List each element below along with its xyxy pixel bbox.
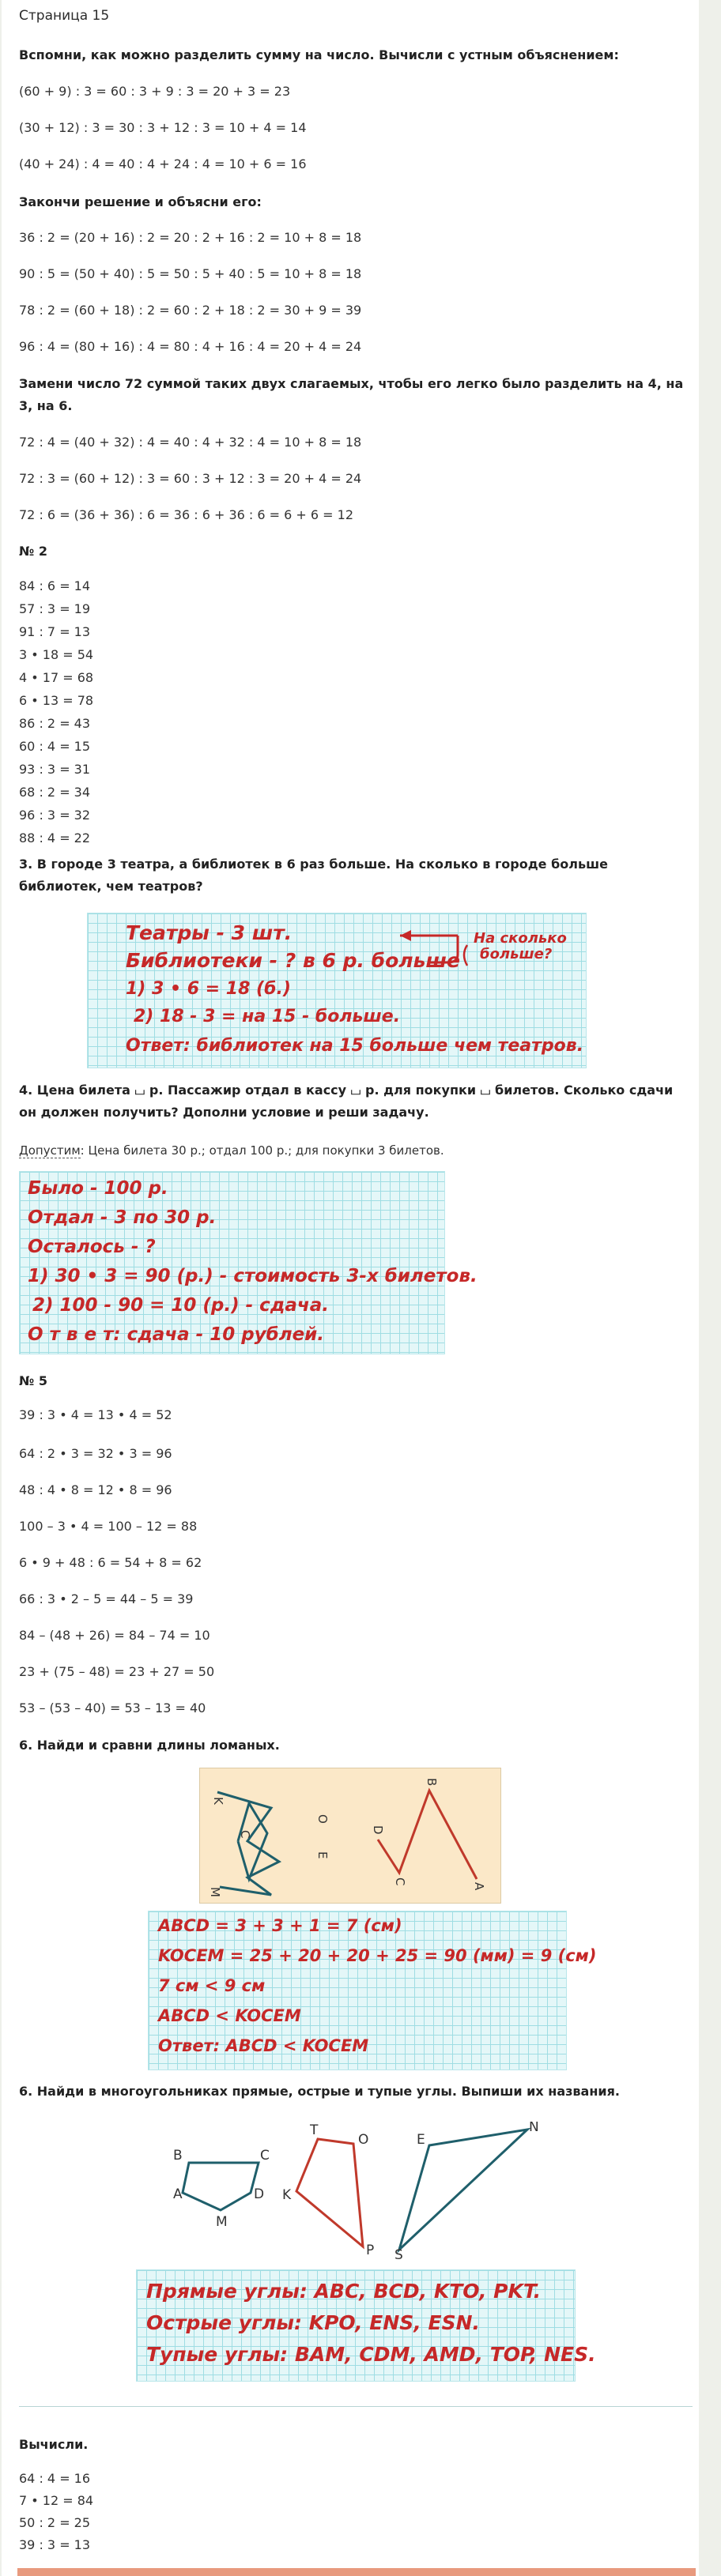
label-b: B <box>425 1778 439 1787</box>
task-n5-heading: № 5 <box>19 1373 47 1388</box>
task2-line: 36 : 2 = (20 + 16) : 2 = 20 : 2 + 16 : 2 = 10 + 8 = 18 <box>19 230 362 245</box>
task-n5-line: 23 + (75 – 48) = 23 + 27 = 50 <box>19 1664 215 1679</box>
task-n5-line: 48 : 4 • 8 = 12 • 8 = 96 <box>19 1482 172 1497</box>
task-n6a-note-line: ABCD = 3 + 3 + 1 = 7 (см) <box>158 1916 402 1935</box>
polyline-kocem <box>238 1803 267 1879</box>
task-n4-heading: 4. Цена билета ⌴ р. Пассажир отдал в кассу ⌴ р. для покупки ⌴ билетов. Сколько сдачи он должен получить? Дополни условие и реши задачу. <box>19 1083 674 1120</box>
task-n2-line: 86 : 2 = 43 <box>19 716 91 731</box>
task-n3-note-line: Ответ: библиотек на 15 больше чем театров. <box>126 1036 584 1056</box>
task-n4-note-line: 2) 100 - 90 = 10 (р.) - сдача. <box>32 1295 329 1316</box>
label-m: M <box>208 1887 222 1897</box>
polygons-figure <box>164 2122 591 2260</box>
task-n6a-heading: 6. Найди и сравни длины ломаных. <box>19 1738 280 1753</box>
task-n6a-note-line: 7 см < 9 см <box>158 1976 266 1995</box>
label-p: P <box>366 2243 375 2258</box>
label-s: S <box>394 2247 403 2260</box>
task-n2-line: 68 : 2 = 34 <box>19 785 91 800</box>
task3-line: 72 : 6 = (36 + 36) : 6 = 36 : 6 + 36 : 6 = 6 + 6 = 12 <box>19 507 354 522</box>
arrow-head <box>400 930 411 941</box>
polyline-abcd <box>378 1791 477 1879</box>
task-n3-side-note-line: больше? <box>480 946 553 962</box>
task-calc-heading: Вычисли. <box>19 2437 89 2452</box>
task2-line: 90 : 5 = (50 + 40) : 5 = 50 : 5 + 40 : 5 = 10 + 8 = 18 <box>19 266 362 281</box>
task-n2-line: 91 : 7 = 13 <box>19 624 91 639</box>
label-d: D <box>254 2186 265 2202</box>
task-n2-line: 60 : 4 = 15 <box>19 739 91 754</box>
task-n2-line: 4 • 17 = 68 <box>19 670 94 685</box>
label-c2: C <box>393 1877 407 1886</box>
label-k: K <box>211 1797 225 1805</box>
task-calc-line: 64 : 4 = 16 <box>19 2471 91 2486</box>
task-n5-line: 39 : 3 • 4 = 13 • 4 = 52 <box>19 1407 172 1422</box>
task-n4-notebook <box>19 1171 478 1354</box>
task-n5-line: 64 : 2 • 3 = 32 • 3 = 96 <box>19 1446 172 1461</box>
task-n2-line: 3 • 18 = 54 <box>19 647 94 662</box>
task-n6a-note-line: Ответ: ABCD < KOCEM <box>158 2036 369 2055</box>
task2-heading: Закончи решение и объясни его: <box>19 194 262 209</box>
task-n2-line: 84 : 6 = 14 <box>19 578 91 593</box>
polygon-bcdma <box>183 2163 259 2210</box>
task-n4-assumption <box>19 1143 444 1158</box>
task-n6b-note-line: Тупые углы: BAM, CDM, AMD, TOP, NES. <box>146 2343 596 2366</box>
polyline-drawing <box>200 1768 500 1903</box>
footer-bar <box>17 2568 696 2576</box>
polygon-tokp <box>296 2139 363 2246</box>
task-n4-note-line: Отдал - 3 по 30 р. <box>28 1207 217 1228</box>
label-t: T <box>310 2122 319 2138</box>
section-divider <box>19 2406 693 2407</box>
curly-brace <box>464 945 467 966</box>
label-b: B <box>173 2148 183 2164</box>
label-a: A <box>472 1882 486 1891</box>
task-n5-line: 66 : 3 • 2 – 5 = 44 – 5 = 39 <box>19 1591 194 1606</box>
label-m: M <box>216 2214 228 2230</box>
assume-text: : Цена билета 30 р.; отдал 100 р.; для покупки 3 билетов. <box>80 1143 444 1158</box>
task-n3-arrows <box>88 913 586 1068</box>
task-n2-line: 88 : 4 = 22 <box>19 830 91 845</box>
task-n6b-note-line: Острые углы: KPO, ENS, ESN. <box>146 2311 481 2334</box>
label-d: D <box>371 1825 385 1835</box>
task-calc-line: 39 : 3 = 13 <box>19 2537 91 2552</box>
page-content <box>2 0 699 2576</box>
task-n6a-notebook <box>148 1911 597 2070</box>
task-n5-line: 53 – (53 – 40) = 53 – 13 = 40 <box>19 1700 206 1715</box>
task-calc-line: 7 • 12 = 84 <box>19 2493 94 2508</box>
task-n2-line: 96 : 3 = 32 <box>19 808 91 823</box>
bracket-line <box>428 936 458 962</box>
task-n2-line: 93 : 3 = 31 <box>19 762 91 777</box>
task-n5-line: 6 • 9 + 48 : 6 = 54 + 8 = 62 <box>19 1555 202 1570</box>
label-a: A <box>173 2186 183 2202</box>
task1-line: (30 + 12) : 3 = 30 : 3 + 12 : 3 = 10 + 4 = 14 <box>19 120 307 135</box>
task-calc-line: 50 : 2 = 25 <box>19 2515 91 2530</box>
task3-line: 72 : 4 = (40 + 32) : 4 = 40 : 4 + 32 : 4 = 10 + 8 = 18 <box>19 435 362 450</box>
task3-heading: Замени число 72 суммой таких двух слагаемых, чтобы его легко было разделить на 4, на 3, на 6. <box>19 376 684 413</box>
task1-heading: Вспомни, как можно разделить сумму на число. Вычисли с устным объяснением: <box>19 47 619 62</box>
task-n4-note-line: О т в е т: сдача - 10 рублей. <box>28 1324 325 1345</box>
label-o: O <box>315 1814 330 1824</box>
task-n2-heading: № 2 <box>19 544 47 559</box>
assume-label: Допустим <box>19 1143 81 1158</box>
task-n2-line: 57 : 3 = 19 <box>19 601 91 616</box>
label-c1: C <box>238 1830 252 1839</box>
task-n5-line: 100 – 3 • 4 = 100 – 12 = 88 <box>19 1519 198 1534</box>
task3-line: 72 : 3 = (60 + 12) : 3 = 60 : 3 + 12 : 3 = 20 + 4 = 24 <box>19 471 362 486</box>
task-n6b-note-line: Прямые углы: ABC, BCD, KTO, PKT. <box>146 2280 542 2303</box>
polyline-figure <box>199 1768 501 1904</box>
task-n3-note-line: Театры - 3 шт. <box>126 921 293 944</box>
task-n4-note-line: Было - 100 р. <box>28 1178 168 1199</box>
label-e: E <box>417 2132 425 2148</box>
task-n3-note-line: 1) 3 • 6 = 18 (б.) <box>126 979 291 999</box>
page-title: Страница 15 <box>19 8 110 24</box>
task-n3-notebook <box>87 913 587 1068</box>
label-e: E <box>315 1851 330 1859</box>
label-c: C <box>260 2148 270 2164</box>
task1-line: (40 + 24) : 4 = 40 : 4 + 24 : 4 = 10 + 6 = 16 <box>19 156 307 171</box>
task-n6a-note-line: ABCD < KOCEM <box>158 2006 301 2025</box>
label-n: N <box>529 2122 539 2135</box>
polygons-drawing <box>164 2122 591 2260</box>
label-k: K <box>282 2187 292 2203</box>
task-n6a-note-line: KOCEM = 25 + 20 + 20 + 25 = 90 (мм) = 9 (см) <box>158 1946 597 1965</box>
task-n4-note-line: Осталось - ? <box>28 1237 156 1257</box>
task-n6b-notebook <box>136 2269 596 2382</box>
task-n3-note-line: Библиотеки - ? в 6 р. больше <box>126 949 460 972</box>
task-n6b-heading: 6. Найди в многоугольниках прямые, острые и тупые углы. Выпиши их названия. <box>19 2084 620 2099</box>
task2-line: 96 : 4 = (80 + 16) : 4 = 80 : 4 + 16 : 4 = 20 + 4 = 24 <box>19 339 362 354</box>
task-n3-heading: 3. В городе 3 театра, а библиотек в 6 раз больше. На сколько в городе больше библиотек, чем театров? <box>19 857 608 894</box>
task-n2-line: 6 • 13 = 78 <box>19 693 94 708</box>
task-n4-note-line: 1) 30 • 3 = 90 (р.) - стоимость 3-х билетов. <box>28 1266 478 1286</box>
label-o: O <box>358 2132 369 2148</box>
task2-line: 78 : 2 = (60 + 18) : 2 = 60 : 2 + 18 : 2 = 30 + 9 = 39 <box>19 303 362 318</box>
task1-line: (60 + 9) : 3 = 60 : 3 + 9 : 3 = 20 + 3 = 23 <box>19 84 291 99</box>
task-n5-line: 84 – (48 + 26) = 84 – 74 = 10 <box>19 1628 210 1643</box>
task-n3-side-note-line: На сколько <box>474 930 567 947</box>
task-n3-note-line: 2) 18 - 3 = на 15 - больше. <box>134 1007 401 1026</box>
